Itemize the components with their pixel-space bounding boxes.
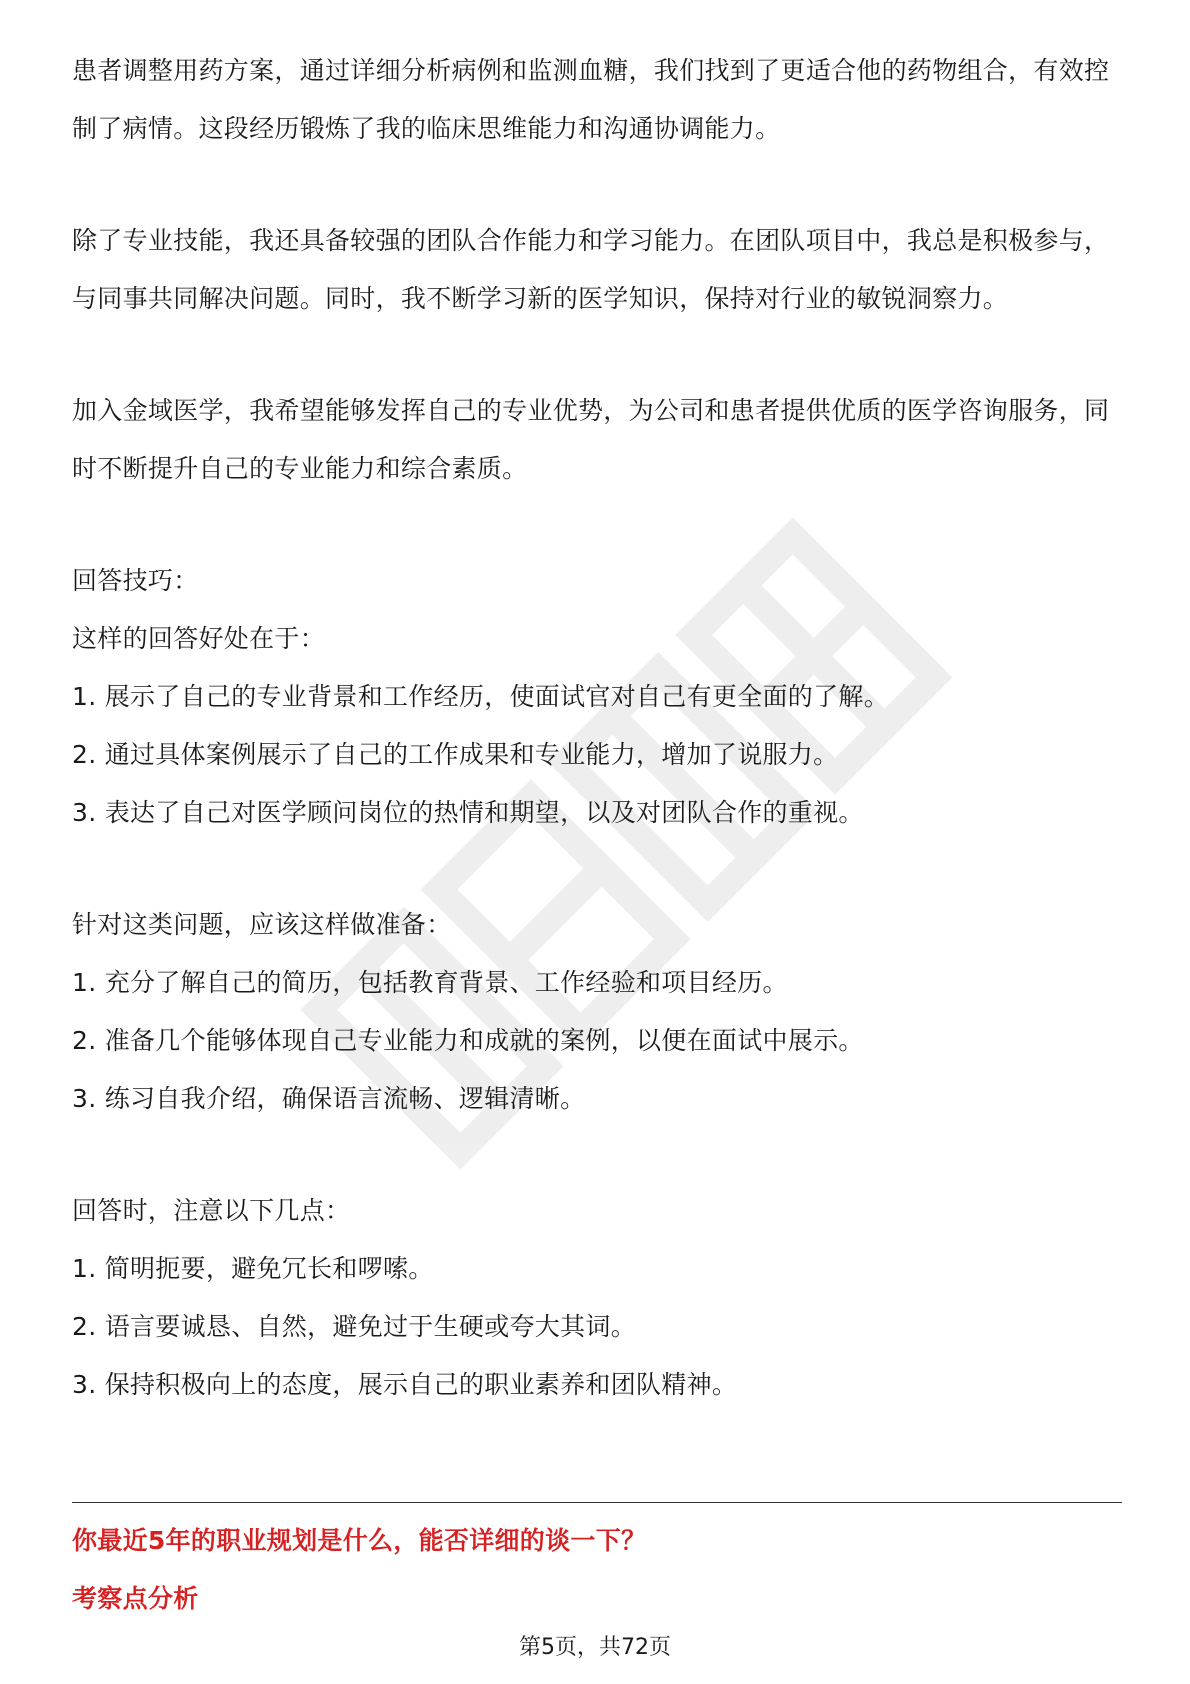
notes-item: 1. 简明扼要，避免冗长和啰嗦。 — [72, 1254, 434, 1283]
notes-item: 3. 保持积极向上的态度，展示自己的职业素养和团队精神。 — [72, 1370, 738, 1399]
main-content — [72, 42, 1122, 1414]
prep-item: 1. 充分了解自己的简历，包括教育背景、工作经验和项目经历。 — [72, 968, 788, 997]
paragraph-join-company: 加入金域医学，我希望能够发挥自己的专业优势，为公司和患者提供优质的医学咨询服务，同时不断提升自己的专业能力和综合素质。 — [72, 396, 1110, 483]
tips-item: 2. 通过具体案例展示了自己的工作成果和专业能力，增加了说服力。 — [72, 740, 839, 769]
notes-item: 2. 语言要诚恳、自然，避免过于生硬或夸大其词。 — [72, 1312, 637, 1341]
section-divider — [72, 1502, 1122, 1503]
tips-intro: 这样的回答好处在于： — [72, 624, 326, 653]
notes-heading: 回答时，注意以下几点： — [72, 1196, 351, 1225]
prep-item: 3. 练习自我介绍，确保语言流畅、逻辑清晰。 — [72, 1084, 586, 1113]
prep-item: 2. 准备几个能够体现自己专业能力和成就的案例，以便在面试中展示。 — [72, 1026, 864, 1055]
prep-heading: 针对这类问题，应该这样做准备： — [72, 910, 452, 939]
analysis-heading: 考察点分析 — [72, 1584, 199, 1613]
paragraph-case-experience: 患者调整用药方案，通过详细分析病例和监测血糖，我们找到了更适合他的药物组合，有效控制了病情。这段经历锻炼了我的临床思维能力和沟通协调能力。 — [72, 56, 1110, 143]
tips-item: 3. 表达了自己对医学顾问岗位的热情和期望，以及对团队合作的重视。 — [72, 798, 864, 827]
tips-heading: 回答技巧： — [72, 566, 199, 595]
page-number-footer: 第5页，共72页 — [519, 1635, 671, 1660]
paragraph-teamwork: 除了专业技能，我还具备较强的团队合作能力和学习能力。在团队项目中，我总是积极参与，与同事共同解决问题。同时，我不断学习新的医学知识，保持对行业的敏锐洞察力。 — [72, 226, 1110, 313]
next-question-title: 你最近5年的职业规划是什么，能否详细的谈一下？ — [72, 1526, 647, 1555]
tips-item: 1. 展示了自己的专业背景和工作经历，使面试官对自己有更全面的了解。 — [72, 682, 890, 711]
